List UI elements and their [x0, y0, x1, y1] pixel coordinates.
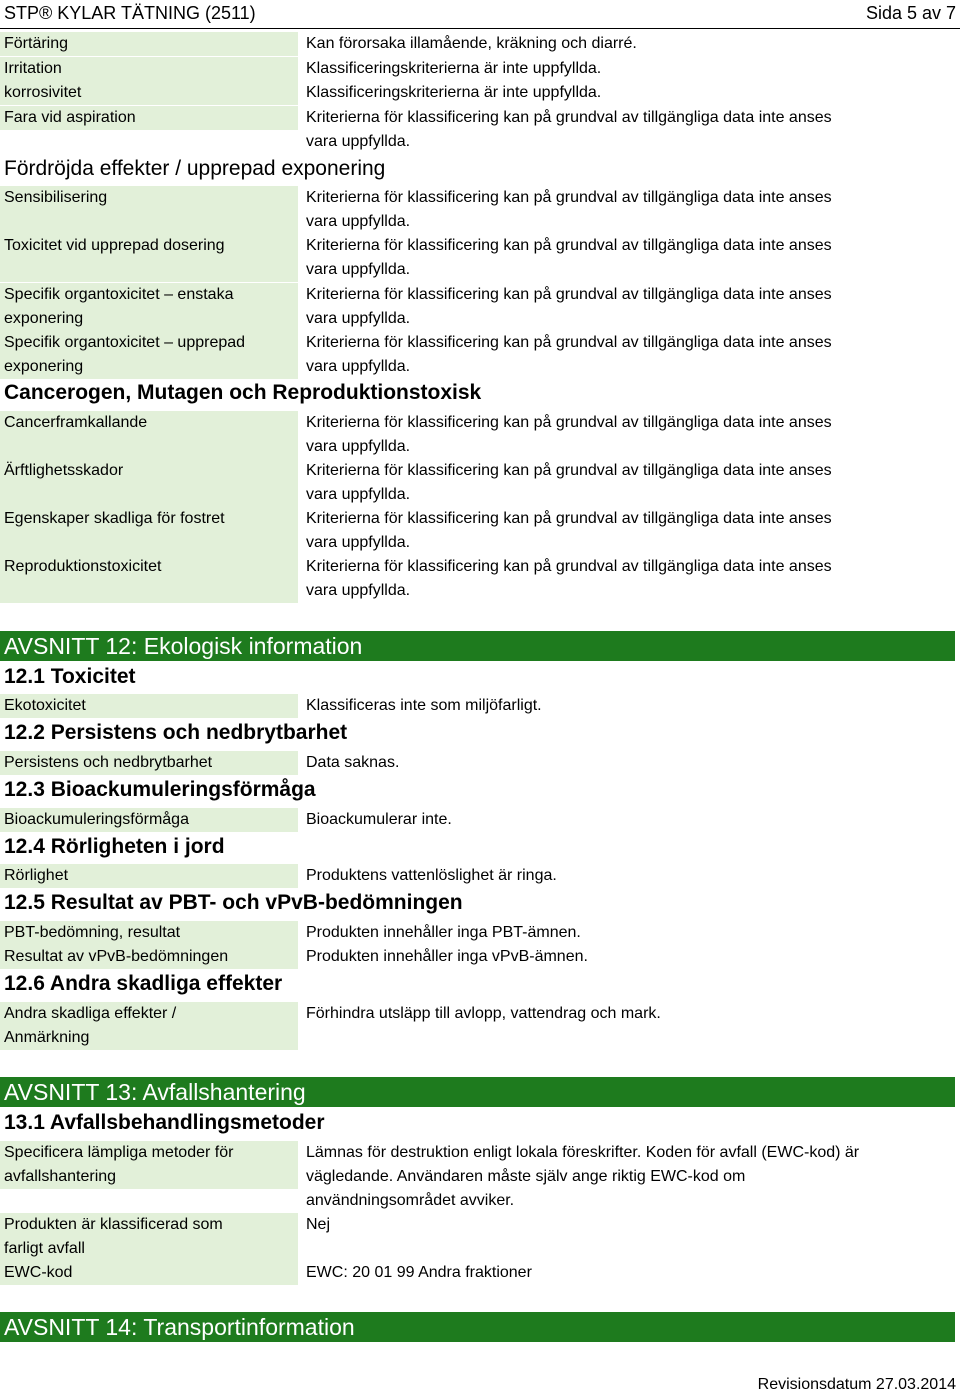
row-value: EWC: 20 01 99 Andra fraktioner: [306, 1264, 532, 1281]
value-line: vara uppfyllda.: [306, 213, 411, 230]
label-line: Toxicitet vid upprepad dosering: [4, 237, 225, 254]
section-13-banner: AVSNITT 13: Avfallshantering: [0, 1077, 955, 1107]
label-line: Sensibilisering: [4, 189, 108, 206]
row-value: [306, 186, 946, 234]
cmr-row-reproductive: [0, 555, 960, 603]
value-line: Kriterierna för klassificering kan på grundval av tillgängliga data inte anses: [306, 414, 832, 431]
row-label: Persistens och nedbrytbarhet: [0, 751, 298, 775]
row-value: Klassificeras inte som miljöfarligt.: [306, 697, 542, 714]
value-line: vara uppfyllda.: [306, 438, 411, 455]
cmr-row-carcinogenicity: [0, 411, 960, 459]
subsection-12-2: 12.2 Persistens och nedbrytbarhet: [4, 721, 348, 744]
row-value: Nej: [306, 1216, 331, 1233]
row-label: Reproduktionstoxicitet: [0, 555, 298, 603]
label-line: Specifik organtoxicitet – upprepad: [4, 334, 246, 351]
value-line: Kriterierna för klassificering kan på grundval av tillgängliga data inte anses: [306, 510, 832, 527]
subsection-12-1: 12.1 Toxicitet: [4, 665, 136, 688]
row-value: [306, 507, 946, 555]
delayed-effects-heading: Fördröjda effekter / upprepad exponering: [4, 157, 386, 180]
cmr-row-mutagenicity: [0, 459, 960, 507]
delayed-row-stot-repeated: [0, 331, 960, 379]
row-label: Egenskaper skadliga för fostret: [0, 507, 298, 555]
cmr-row-fetal: [0, 507, 960, 555]
tox-row-aspiration: [0, 106, 960, 154]
label-line: Specificera lämpliga metoder för: [4, 1144, 234, 1161]
row-value: Bioackumulerar inte.: [306, 811, 452, 828]
row-hazardous-waste: [0, 1213, 960, 1261]
row-label: Rörlighet: [0, 864, 298, 888]
row-label: Irritation: [0, 57, 298, 81]
row-persistence: [0, 751, 960, 775]
label-line: Andra skadliga effekter /: [4, 1005, 177, 1022]
delayed-row-repeated-dose: [0, 234, 960, 282]
row-label: [0, 331, 298, 379]
value-line: vägledande. Användaren måste själv ange riktig EWC-kod om: [306, 1168, 746, 1185]
value-line: Kriterierna för klassificering kan på grundval av tillgängliga data inte anses: [306, 109, 832, 126]
tox-row-irritation: [0, 57, 960, 81]
row-value: Förhindra utsläpp till avlopp, vattendrag och mark.: [306, 1005, 661, 1022]
value-line: Kriterierna för klassificering kan på grundval av tillgängliga data inte anses: [306, 558, 832, 575]
row-value: [306, 459, 946, 507]
row-label: korrosivitet: [0, 81, 298, 105]
row-value: Produkten innehåller inga vPvB-ämnen.: [306, 948, 588, 965]
row-value: [306, 283, 946, 331]
value-line: vara uppfyllda.: [306, 582, 411, 599]
row-value: Produktens vattenlöslighet är ringa.: [306, 867, 557, 884]
page-header: [0, 0, 960, 29]
value-line: vara uppfyllda.: [306, 310, 411, 327]
delayed-row-sensitisation: [0, 186, 960, 234]
row-value: [306, 331, 946, 379]
row-pbt: [0, 921, 960, 945]
row-label: [0, 283, 298, 331]
label-line: Anmärkning: [4, 1029, 90, 1046]
revision-date: Revisionsdatum 27.03.2014: [757, 1376, 956, 1393]
value-line: Kriterierna för klassificering kan på grundval av tillgängliga data inte anses: [306, 462, 832, 479]
row-value: Klassificeringskriterierna är inte uppfyllda.: [306, 60, 602, 77]
row-label: PBT-bedömning, resultat: [0, 921, 298, 945]
value-line: vara uppfyllda.: [306, 358, 411, 375]
row-label: [0, 1002, 298, 1050]
value-line: Lämnas för destruktion enligt lokala föreskrifter. Koden för avfall (EWC-kod) är: [306, 1144, 860, 1161]
row-value: [306, 411, 946, 459]
row-label: [0, 1141, 298, 1189]
subsection-13-1: 13.1 Avfallsbehandlingsmetoder: [4, 1111, 325, 1134]
value-line: vara uppfyllda.: [306, 261, 411, 278]
tox-row-ingestion: [0, 32, 960, 56]
subsection-12-5: 12.5 Resultat av PBT- och vPvB-bedömningen: [4, 891, 463, 914]
row-value: Kan förorsaka illamående, kräkning och diarré.: [306, 35, 637, 52]
value-line: vara uppfyllda.: [306, 133, 411, 150]
document-title: STP® KYLAR TÄTNING (2511): [4, 3, 256, 23]
row-ewc-code: [0, 1261, 960, 1285]
value-line: Kriterierna för klassificering kan på grundval av tillgängliga data inte anses: [306, 189, 832, 206]
row-bioaccumulation: [0, 808, 960, 832]
row-label: [0, 234, 298, 282]
row-value: [306, 1141, 946, 1213]
value-line: Kriterierna för klassificering kan på grundval av tillgängliga data inte anses: [306, 286, 832, 303]
label-line: exponering: [4, 310, 84, 327]
row-label: Förtäring: [0, 32, 298, 56]
row-value: [306, 555, 946, 603]
value-line: användningsområdet avviker.: [306, 1192, 515, 1209]
row-label: Cancerframkallande: [0, 411, 298, 459]
subsection-12-6: 12.6 Andra skadliga effekter: [4, 972, 283, 995]
row-value: [306, 234, 946, 282]
row-label: [0, 1213, 298, 1261]
row-label: [0, 186, 298, 234]
row-label: Resultat av vPvB-bedömningen: [0, 945, 298, 969]
row-label: Ärftlighetsskador: [0, 459, 298, 507]
row-other-effects: [0, 1002, 960, 1050]
row-label: Ekotoxicitet: [0, 694, 298, 718]
row-label: Fara vid aspiration: [0, 106, 298, 130]
label-line: avfallshantering: [4, 1168, 117, 1185]
label-line: Produkten är klassificerad som: [4, 1216, 223, 1233]
cmr-heading: Cancerogen, Mutagen och Reproduktionstoxisk: [4, 381, 482, 404]
subsection-12-3: 12.3 Bioackumuleringsförmåga: [4, 778, 316, 801]
row-vpvb: [0, 945, 960, 969]
page-number: Sida 5 av 7: [865, 3, 956, 23]
value-line: Kriterierna för klassificering kan på grundval av tillgängliga data inte anses: [306, 237, 832, 254]
row-mobility: [0, 864, 960, 888]
row-label: Bioackumuleringsförmåga: [0, 808, 298, 832]
value-line: Kriterierna för klassificering kan på grundval av tillgängliga data inte anses: [306, 334, 832, 351]
tox-row-corrosivity: [0, 81, 960, 105]
value-line: vara uppfyllda.: [306, 486, 411, 503]
value-line: vara uppfyllda.: [306, 534, 411, 551]
row-value: Data saknas.: [306, 754, 400, 771]
label-line: exponering: [4, 358, 84, 375]
section-12-banner: AVSNITT 12: Ekologisk information: [0, 631, 955, 661]
label-line: farligt avfall: [4, 1240, 85, 1257]
section-14-banner: AVSNITT 14: Transportinformation: [0, 1312, 955, 1342]
row-value: [306, 106, 946, 154]
row-label: EWC-kod: [0, 1261, 298, 1285]
row-value: Klassificeringskriterierna är inte uppfyllda.: [306, 84, 602, 101]
delayed-row-stot-single: [0, 283, 960, 331]
subsection-12-4: 12.4 Rörligheten i jord: [4, 835, 225, 858]
row-value: Produkten innehåller inga PBT-ämnen.: [306, 924, 581, 941]
row-ecotoxicity: [0, 694, 960, 718]
row-disposal-methods: [0, 1141, 960, 1213]
label-line: Specifik organtoxicitet – enstaka: [4, 286, 234, 303]
